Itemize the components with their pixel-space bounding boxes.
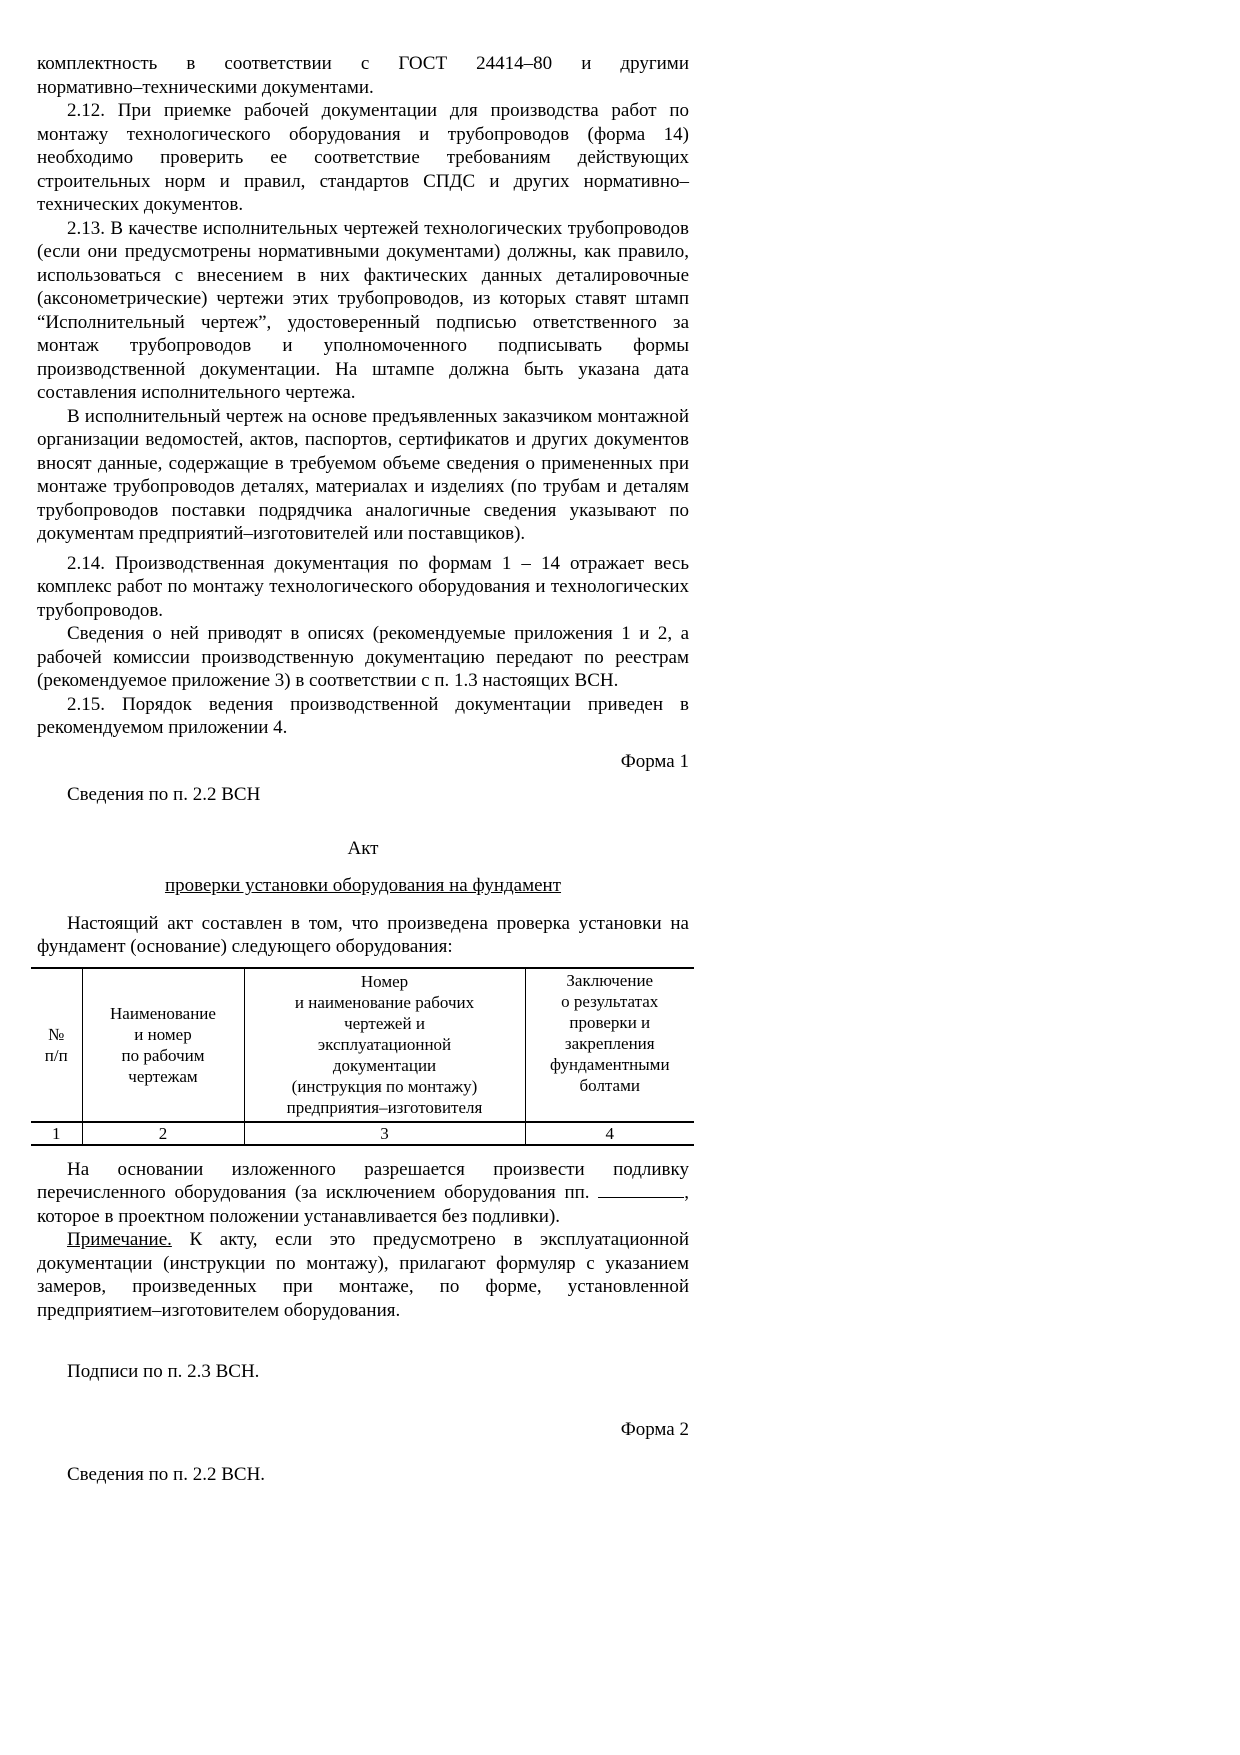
permission-text-part1: На основании изложенного разрешается произвести подливку перечисленного оборудования (за исключением оборудования пп.	[37, 1158, 689, 1203]
header-line: и наименование рабочих	[294, 993, 475, 1012]
column-number: 1	[31, 1122, 82, 1145]
paragraph-2-12: 2.12. При приемке рабочей документации для производства работ по монтажу технологического оборудования и трубопроводов (форма 14) необходимо проверить ее соответствие требованиям действующих строительных норм и правил, стандартов СПДС и других нормативно–технических документов.	[37, 100, 689, 215]
header-line: Номер	[360, 972, 409, 991]
paragraph-2-13: 2.13. В качестве исполнительных чертежей технологических трубопроводов (если они предусмотрены нормативными документами) должны, как правило, использоваться с внесением в них фактических данных деталировочные (аксонометрические) чертежи этих трубопроводов, из которых ставят штамп “Исполнительный чертеж”, удостоверенный подписью ответственного за монтаж трубопроводов и уполномоченного подписывать формы производственной документации. На штампе должна быть указана дата составления исполнительного чертежа.	[37, 217, 689, 403]
permission-text-part2: , которое в проектном положении устанавливается без подливки).	[37, 1182, 689, 1227]
header-line: проверки и	[569, 1012, 651, 1032]
header-line: чертежам	[128, 1066, 198, 1086]
table-number-row	[31, 1122, 694, 1145]
act-intro: Настоящий акт составлен в том, что произведена проверка установки на фундамент (основание) следующего оборудования:	[37, 912, 689, 957]
header-cell-number	[31, 968, 82, 1122]
header-line: Наименование	[110, 1003, 216, 1023]
header-line: эксплуатационной	[317, 1035, 452, 1054]
header-line: Заключение	[566, 970, 654, 990]
paragraph-continuation-line1: комплектность в соответствии с ГОСТ 24414–80 и другими	[37, 53, 689, 74]
header-line: №	[48, 1024, 65, 1044]
paragraph-2-14: 2.14. Производственная документация по формам 1 – 14 отражает весь комплекс работ по монтажу технологического оборудования и технологических трубопроводов.	[37, 552, 689, 621]
note-text: К акту, если это предусмотрено в эксплуатационной документации (инструкции по монтажу), прилагают формуляр с указанием замеров, произведенных при монтаже, по форме, установленной предприятием–изготовителем оборудования.	[37, 1229, 689, 1321]
form2-label: Форма 2	[620, 1418, 689, 1440]
column-number: 3	[244, 1122, 525, 1145]
column-number: 4	[525, 1122, 694, 1145]
act-title: Акт	[347, 837, 379, 859]
header-cell-conclusion	[525, 968, 694, 1122]
paragraph-2-15: 2.15. Порядок ведения производственной документации приведен в рекомендуемом приложении 4.	[37, 693, 689, 738]
paragraph-2-14-continued: Сведения о ней приводят в описях (рекомендуемые приложения 1 и 2, а рабочей комиссии производственную документацию передают по реестрам (рекомендуемое приложение 3) в соответствии с п. 1.3 настоящих ВСН.	[37, 623, 689, 691]
permission-paragraph	[37, 1158, 689, 1229]
header-line: по рабочим	[121, 1045, 205, 1065]
paragraph-2-13-continued: В исполнительный чертеж на основе предъявленных заказчиком монтажной организации ведомостей, актов, паспортов, сертификатов и других документов вносят данные, содержащие в требуемом объеме сведения о примененных при монтаже трубопроводов деталях, материалах и изделиях (по трубам и деталям трубопроводов поставки подрядчика аналогичные сведения указывают по документам предприятий–изготовителей или поставщиков).	[37, 405, 689, 544]
act-subtitle	[37, 874, 689, 898]
header-line: и номер	[134, 1024, 192, 1044]
equipment-table	[31, 967, 694, 1146]
paragraph-continuation-line2: нормативно–техническими документами.	[37, 76, 374, 98]
header-line: фундаментными	[549, 1054, 670, 1074]
header-line: закрепления	[564, 1033, 655, 1053]
table-header-row	[31, 968, 694, 1122]
note-paragraph	[37, 1228, 689, 1322]
blank-field-line	[598, 1181, 684, 1198]
form1-label: Форма 1	[620, 750, 689, 772]
act-subtitle-text: проверки установки оборудования на фундамент	[164, 875, 562, 896]
form1-info: Сведения по п. 2.2 ВСН	[67, 784, 261, 805]
header-line: предприятия–изготовителя	[286, 1098, 483, 1117]
header-line: (инструкция по монтажу)	[291, 1077, 478, 1096]
header-line: чертежей и	[344, 1014, 425, 1033]
column-number: 2	[82, 1122, 244, 1145]
note-label: Примечание.	[67, 1229, 172, 1250]
header-cell-drawings	[244, 968, 525, 1122]
header-line: документации	[332, 1056, 437, 1075]
document-page	[37, 52, 689, 1487]
signatures-line: Подписи по п. 2.3 ВСН.	[67, 1361, 260, 1382]
header-cell-name	[82, 968, 244, 1122]
header-line: болтами	[579, 1075, 640, 1095]
form2-info: Сведения по п. 2.2 ВСН.	[67, 1464, 266, 1485]
header-line: о результатах	[561, 991, 659, 1011]
header-line: п/п	[44, 1045, 68, 1065]
